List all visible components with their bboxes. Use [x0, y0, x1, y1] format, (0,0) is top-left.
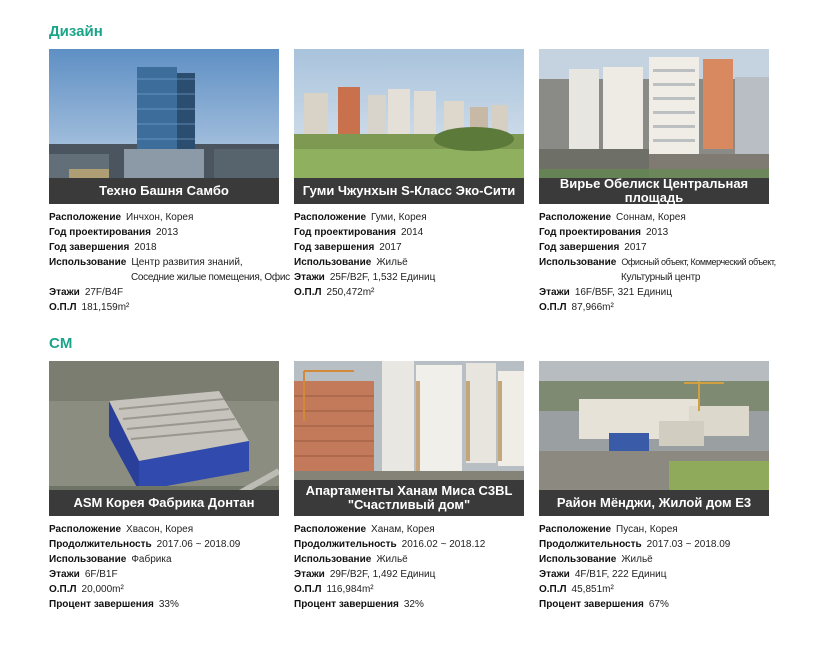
info-value: 87,966m² — [571, 302, 614, 313]
project-info — [539, 210, 776, 315]
info-label: Процент завершения — [49, 599, 154, 610]
info-value: 250,472m² — [326, 287, 375, 298]
info-value: Ханам, Корея — [371, 524, 435, 535]
info-value: Жильё — [376, 257, 408, 268]
info-label: Процент завершения — [539, 599, 644, 610]
project-title: Вирье Обелиск Центральная площадь — [539, 178, 769, 204]
info-value: 2016.02 ~ 2018.12 — [401, 539, 486, 550]
project-title — [294, 480, 524, 516]
info-label: Расположение — [49, 524, 122, 535]
info-label: О.П.Л — [49, 302, 77, 313]
project-info — [49, 522, 279, 612]
project-photo — [49, 361, 279, 516]
project-photo — [294, 49, 524, 204]
info-value: 20,000m² — [81, 584, 124, 595]
info-value-continued: Культурный центр — [621, 272, 701, 283]
project-title: Техно Башня Самбо — [49, 178, 279, 204]
info-value: 2017 — [379, 242, 402, 253]
info-label: Этажи — [49, 569, 80, 580]
info-value: Пусан, Корея — [616, 524, 678, 535]
info-label: Год проектирования — [539, 227, 641, 238]
info-label: Год проектирования — [294, 227, 396, 238]
info-value: 25F/B2F, 1,532 Единиц — [329, 272, 436, 283]
info-label: Продолжительность — [294, 539, 397, 550]
project-photo — [49, 49, 279, 204]
info-value: 2017 — [624, 242, 647, 253]
info-label: Использование — [49, 554, 127, 565]
info-label: О.П.Л — [294, 584, 322, 595]
info-label: О.П.Л — [294, 287, 322, 298]
info-value: Соннам, Корея — [616, 212, 686, 223]
info-value: 2017.03 ~ 2018.09 — [646, 539, 731, 550]
info-label: Год завершения — [294, 242, 375, 253]
project-card-hanam[interactable] — [294, 361, 524, 612]
info-value: 45,851m² — [571, 584, 614, 595]
project-card-sambo[interactable] — [49, 49, 290, 315]
project-card-obelisk[interactable] — [539, 49, 776, 315]
info-value: Центр развития знаний, — [131, 257, 243, 268]
info-value: 16F/B5F, 321 Единиц — [574, 287, 672, 298]
project-card-gumi[interactable] — [294, 49, 524, 300]
info-value: 33% — [158, 599, 179, 610]
info-value: 29F/B2F, 1,492 Единиц — [329, 569, 436, 580]
info-label: О.П.Л — [539, 302, 567, 313]
project-photo — [539, 361, 769, 516]
info-label: О.П.Л — [539, 584, 567, 595]
info-label: Использование — [294, 554, 372, 565]
info-value: Жильё — [376, 554, 408, 565]
info-label: Расположение — [539, 212, 612, 223]
info-value: Инчхон, Корея — [126, 212, 194, 223]
info-label: Этажи — [539, 569, 570, 580]
info-label: Расположение — [294, 524, 367, 535]
project-card-myeongji[interactable] — [539, 361, 769, 612]
info-label: Продолжительность — [49, 539, 152, 550]
info-value: 116,984m² — [326, 584, 374, 595]
info-label: Этажи — [49, 287, 80, 298]
info-label: Использование — [49, 257, 127, 268]
info-value: 181,159m² — [81, 302, 130, 313]
info-label: Этажи — [294, 569, 325, 580]
info-value: 27F/B4F — [84, 287, 124, 298]
section-title-design: Дизайн — [49, 23, 103, 40]
info-value: 6F/B1F — [84, 569, 118, 580]
info-value: Офисный объект, Коммерческий объект, — [621, 257, 776, 267]
info-value: 4F/B1F, 222 Единиц — [574, 569, 667, 580]
project-info — [49, 210, 290, 315]
info-label: Расположение — [539, 524, 612, 535]
info-label: Продолжительность — [539, 539, 642, 550]
info-value: 32% — [403, 599, 424, 610]
info-value: Хвасон, Корея — [126, 524, 194, 535]
info-value: 2018 — [134, 242, 157, 253]
info-label: Использование — [294, 257, 372, 268]
project-info — [539, 522, 769, 612]
info-value: Жильё — [621, 554, 653, 565]
project-title-line1: Апартаменты Ханам Миса C3BL — [305, 483, 513, 498]
info-value: Фабрика — [131, 554, 172, 565]
info-value: 2017.06 ~ 2018.09 — [156, 539, 241, 550]
info-value: 2014 — [400, 227, 424, 238]
info-label: Год завершения — [539, 242, 620, 253]
project-info — [294, 522, 524, 612]
project-photo — [294, 361, 524, 516]
info-label: Использование — [539, 554, 617, 565]
project-title: Район Мёнджи, Жилой дом E3 — [539, 490, 769, 516]
info-label: О.П.Л — [49, 584, 77, 595]
info-value: 2013 — [155, 227, 179, 238]
info-label: Расположение — [49, 212, 122, 223]
info-value-continued: Соседние жилые помещения, Офис — [131, 272, 290, 283]
info-value: 67% — [648, 599, 669, 610]
info-label: Этажи — [294, 272, 325, 283]
project-title: Гуми Чжунхын S-Класс Эко-Сити — [294, 178, 524, 204]
info-label: Год завершения — [49, 242, 130, 253]
project-info — [294, 210, 524, 300]
info-label: Расположение — [294, 212, 367, 223]
info-value: 2013 — [645, 227, 669, 238]
info-label: Этажи — [539, 287, 570, 298]
section-title-cm: CM — [49, 335, 73, 352]
info-value: Гуми, Корея — [371, 212, 427, 223]
info-label: Использование — [539, 257, 617, 268]
info-label: Год проектирования — [49, 227, 151, 238]
project-photo — [539, 49, 769, 204]
project-title: ASM Корея Фабрика Донтан — [49, 490, 279, 516]
project-title-line2: "Счастливый дом" — [347, 497, 471, 512]
project-card-asm[interactable] — [49, 361, 279, 612]
info-label: Процент завершения — [294, 599, 399, 610]
